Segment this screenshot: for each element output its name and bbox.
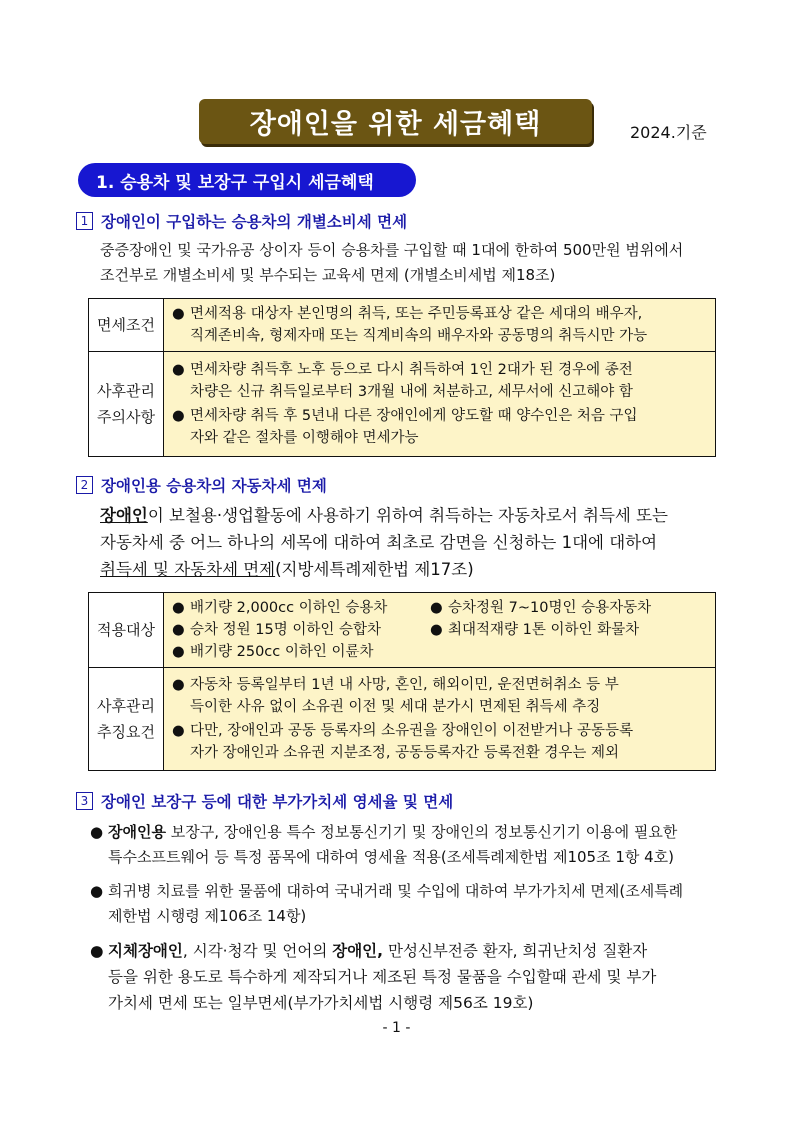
bullet-icon: ● bbox=[90, 882, 104, 900]
text: 만성신부전증 환자, 희귀난치성 질환자 bbox=[383, 942, 648, 960]
list-item bbox=[172, 405, 707, 449]
list-row bbox=[172, 597, 707, 619]
info-table-1 bbox=[88, 298, 716, 457]
line: 희귀병 치료를 위한 물품에 대하여 국내거래 및 수입에 대하여 부가가치세 면제(조세특례 bbox=[108, 882, 684, 900]
list-item bbox=[172, 641, 374, 663]
paragraph-line: 중증장애인 및 국가유공 상이자 등이 승용차를 구입할 때 1대에 한하여 500만원 범위에서 bbox=[100, 241, 684, 259]
label-text: 적용대상 bbox=[97, 621, 155, 639]
text: 이 보철용·생업활동에 사용하기 위하여 취득하는 자동차로서 취득세 또는 bbox=[147, 506, 668, 525]
list-item bbox=[430, 597, 651, 619]
table-label bbox=[89, 299, 164, 352]
page-title bbox=[199, 99, 592, 144]
paragraph-2 bbox=[100, 502, 720, 583]
list-item-text: 승차 정원 15명 이하인 승합차 bbox=[190, 622, 381, 638]
bullet-icon: ● bbox=[172, 306, 185, 322]
list-item bbox=[90, 938, 720, 1016]
subheading-1 bbox=[76, 210, 407, 232]
list-item bbox=[172, 720, 707, 764]
line: 면세차량 취득후 노후 등으로 다시 취득하여 1인 2대가 된 경우에 종전 bbox=[190, 362, 633, 378]
list-item bbox=[172, 359, 707, 403]
bullet-icon: ● bbox=[172, 408, 185, 424]
table-row bbox=[89, 593, 716, 668]
table-row bbox=[89, 668, 716, 771]
paragraph-line bbox=[100, 502, 720, 529]
paragraph-line: 자동차세 중 어느 하나의 세목에 대하여 최초로 감면을 신청하는 1대에 대하여 bbox=[100, 533, 658, 552]
list-item-text bbox=[190, 674, 619, 718]
list-row bbox=[172, 641, 707, 663]
bullet-icon: ● bbox=[172, 600, 185, 616]
list-item-text bbox=[108, 820, 677, 870]
page-title-text: 장애인을 위한 세금혜택 bbox=[249, 109, 542, 140]
number-box: 1 bbox=[76, 212, 93, 230]
info-table-2 bbox=[88, 592, 716, 771]
list-item-text: 배기량 2,000cc 이하인 승용차 bbox=[190, 600, 388, 616]
text: 보장구, 장애인용 특수 정보통신기기 및 장애인의 정보통신기기 이용에 필요한 bbox=[165, 823, 678, 841]
line: 제한법 시행령 제106조 14항) bbox=[108, 907, 307, 925]
list-item-text bbox=[108, 938, 656, 1016]
paragraph-1 bbox=[100, 238, 720, 288]
list-item-text bbox=[190, 303, 647, 347]
line: 등을 위한 용도로 특수하게 제작되거나 제조된 특정 물품을 수입할때 관세 및 부가 bbox=[108, 968, 657, 986]
list-item bbox=[90, 879, 720, 929]
table-row bbox=[89, 352, 716, 457]
list-item bbox=[172, 597, 430, 619]
line: 가치세 면세 또는 일부면세(부가가치세법 시행령 제56조 19호) bbox=[108, 994, 534, 1012]
list-item-text bbox=[190, 405, 638, 449]
table-value bbox=[164, 299, 716, 352]
list-item bbox=[172, 303, 707, 347]
list-row bbox=[172, 619, 707, 641]
bullet-icon: ● bbox=[172, 644, 185, 660]
list-item-text: 배기량 250cc 이하인 이륜차 bbox=[190, 644, 374, 660]
table-label bbox=[89, 668, 164, 771]
label-text: 주의사항 bbox=[97, 408, 155, 426]
text: , 시각·청각 및 언어의 bbox=[182, 942, 333, 960]
bold-text: 장애인용 bbox=[108, 823, 166, 841]
bullet-icon: ● bbox=[90, 942, 104, 960]
bullet-icon: ● bbox=[172, 723, 185, 739]
table-value bbox=[164, 593, 716, 668]
list-item-text bbox=[108, 879, 683, 929]
line: 자가 장애인과 소유권 지분조정, 공동등록자간 등록전환 경우는 제외 bbox=[190, 745, 620, 761]
table-row bbox=[89, 299, 716, 352]
list-item bbox=[172, 619, 430, 641]
bullet-icon: ● bbox=[172, 677, 185, 693]
subheading-text: 장애인용 승용차의 자동차세 면제 bbox=[101, 477, 327, 495]
table-value bbox=[164, 668, 716, 771]
line: 면세적용 대상자 본인명의 취득, 또는 주민등록표상 같은 세대의 배우자, bbox=[190, 306, 643, 322]
label-text: 추징요건 bbox=[97, 723, 155, 741]
label-text: 사후관리 bbox=[97, 697, 155, 715]
list-item-text bbox=[190, 720, 633, 764]
bold-text: 지체장애인 bbox=[108, 942, 183, 960]
bullet-icon: ● bbox=[90, 823, 104, 841]
line: 자동차 등록일부터 1년 내 사망, 혼인, 해외이민, 운전면허취소 등 부 bbox=[190, 677, 619, 693]
line: 득이한 사유 없이 소유권 이전 및 세대 분가시 면제된 취득세 추징 bbox=[190, 699, 601, 715]
subheading-text: 장애인 보장구 등에 대한 부가가치세 영세율 및 면세 bbox=[101, 793, 454, 811]
list-item-text bbox=[190, 359, 633, 403]
line: 면세차량 취득 후 5년내 다른 장애인에게 양도할 때 양수인은 처음 구입 bbox=[190, 408, 638, 424]
section-heading-1 bbox=[78, 163, 416, 197]
bullet-icon: ● bbox=[172, 362, 185, 378]
list-item bbox=[430, 619, 639, 641]
line: 직계존비속, 형제자매 또는 직계비속의 배우자와 공동명의 취득시만 가능 bbox=[190, 328, 648, 344]
underlined-text: 취득세 및 자동차세 면제 bbox=[100, 560, 276, 579]
label-text: 사후관리 bbox=[97, 382, 155, 400]
bold-text: 장애인, bbox=[332, 942, 384, 960]
bullet-list-3 bbox=[90, 820, 720, 1016]
list-item bbox=[90, 820, 720, 870]
bullet-icon: ● bbox=[430, 600, 443, 616]
section-heading-text: 1. 승용차 및 보장구 구입시 세금혜택 bbox=[96, 172, 374, 193]
label-text: 면세조건 bbox=[97, 316, 155, 334]
base-year: 2024.기준 bbox=[630, 123, 707, 142]
paragraph-line bbox=[100, 556, 720, 583]
underlined-text: 장애인 bbox=[100, 506, 148, 525]
list-item bbox=[172, 674, 707, 718]
table-label bbox=[89, 593, 164, 668]
list-item-text: 최대적재량 1톤 이하인 화물차 bbox=[448, 622, 640, 638]
subheading-2 bbox=[76, 474, 327, 496]
table-label bbox=[89, 352, 164, 457]
subheading-text: 장애인이 구입하는 승용차의 개별소비세 면세 bbox=[101, 213, 408, 231]
text: (지방세특례제한법 제17조) bbox=[275, 560, 474, 579]
subheading-3 bbox=[76, 790, 453, 812]
line: 특수소프트웨어 등 특정 품목에 대하여 영세율 적용(조세특례제한법 제105조 1항 4호) bbox=[108, 848, 675, 866]
number-box: 3 bbox=[76, 792, 93, 810]
page-number: - 1 - bbox=[382, 1020, 411, 1036]
line: 자와 같은 절차를 이행해야 면세가능 bbox=[190, 430, 419, 446]
list-item-text: 승차정원 7~10명인 승용자동차 bbox=[448, 600, 652, 616]
table-value bbox=[164, 352, 716, 457]
line: 다만, 장애인과 공동 등록자의 소유권을 장애인이 이전받거나 공동등록 bbox=[190, 723, 634, 739]
line: 차량은 신규 취득일로부터 3개월 내에 처분하고, 세무서에 신고해야 함 bbox=[190, 384, 633, 400]
bullet-icon: ● bbox=[430, 622, 443, 638]
paragraph-line: 조건부로 개별소비세 및 부수되는 교육세 면제 (개별소비세법 제18조) bbox=[100, 266, 556, 284]
number-box: 2 bbox=[76, 476, 93, 494]
bullet-icon: ● bbox=[172, 622, 185, 638]
